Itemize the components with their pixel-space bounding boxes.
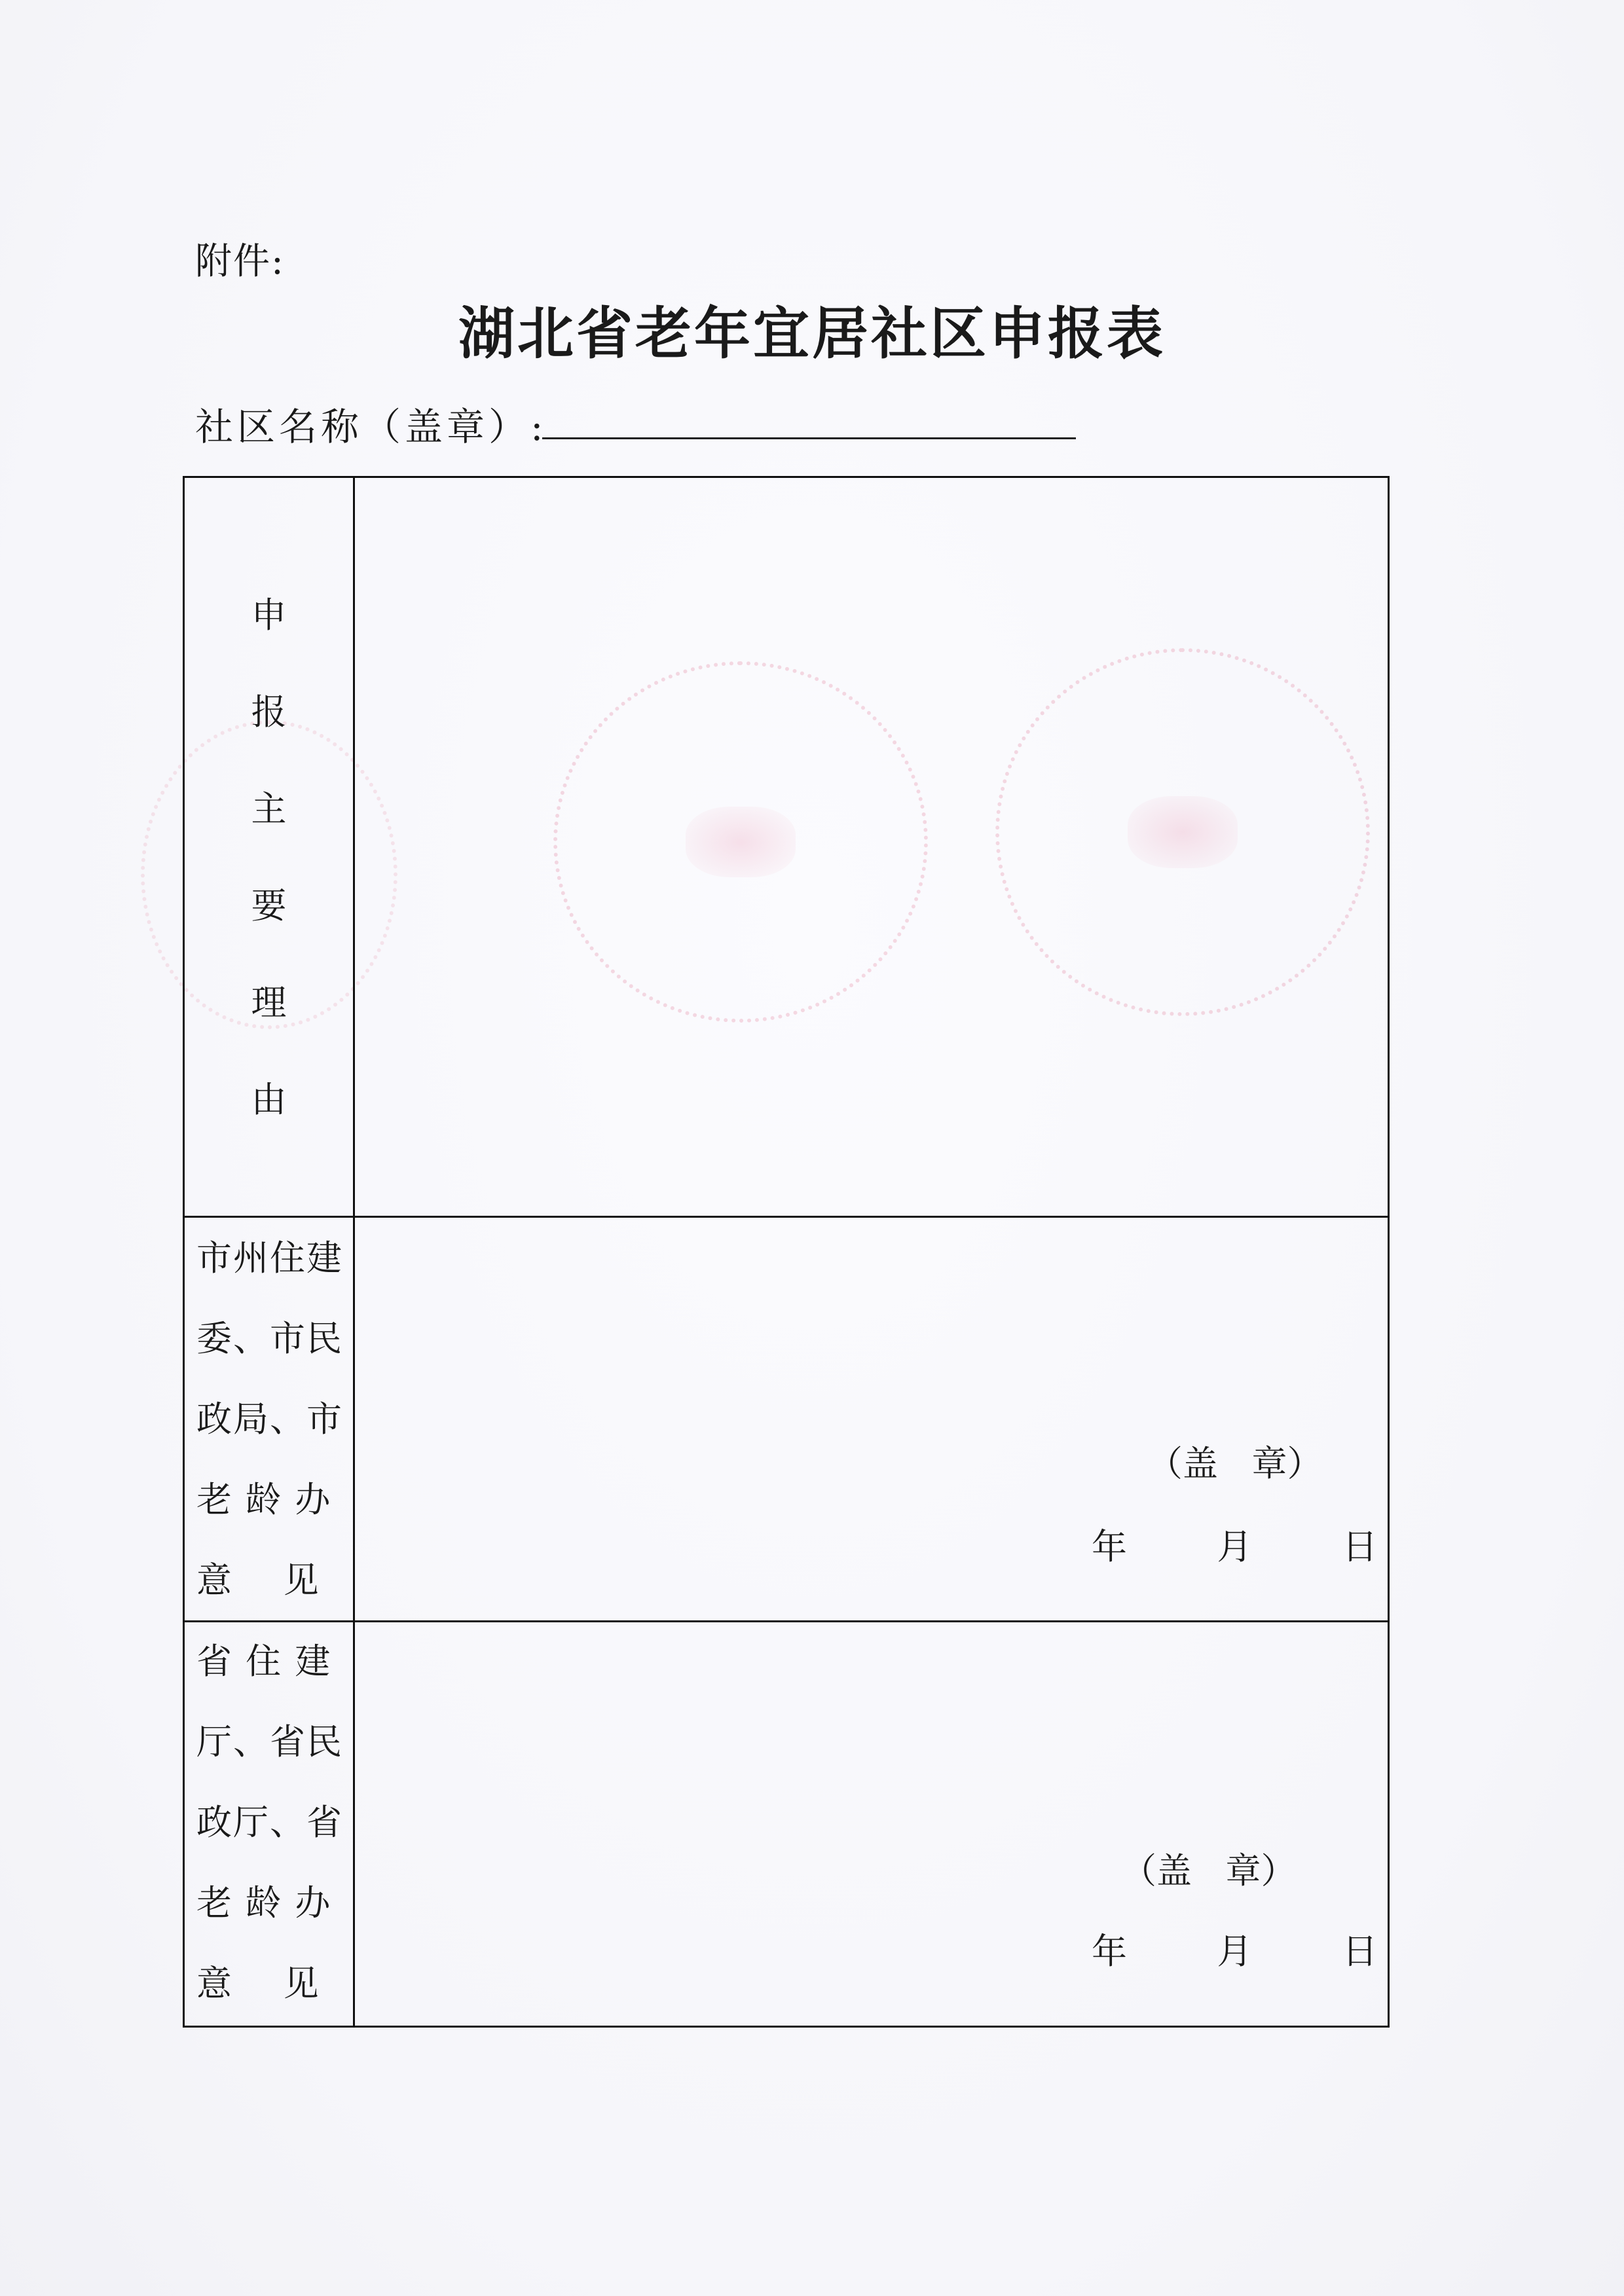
city-date-text: 年 月 日: [1092, 1526, 1378, 1567]
city-seal-text: （盖 章）: [1147, 1443, 1323, 1484]
reason-label-char: 报: [251, 691, 287, 733]
city-opinion-label-line: 政局、市: [196, 1398, 343, 1440]
application-form-table: [183, 476, 1390, 2028]
reason-label-char: 由: [251, 1079, 287, 1120]
form-title: 湖北省老年宜居社区申报表: [458, 301, 1166, 367]
province-opinion-label-line: 意 见: [196, 1963, 320, 2004]
reason-label-char: 申: [251, 594, 287, 636]
community-name-label: 社区名称（盖章）:: [195, 405, 547, 449]
province-date-text: 年 月 日: [1092, 1931, 1378, 1972]
province-opinion-label-line: 老 龄 办: [196, 1882, 332, 1923]
province-opinion-label-line: 政厅、省: [196, 1802, 343, 1843]
reason-content-cell[interactable]: [355, 478, 1388, 1216]
province-seal-text: （盖 章）: [1121, 1850, 1297, 1891]
city-opinion-label-line: 委、市民: [196, 1318, 343, 1359]
reason-label-char: 要: [251, 885, 287, 926]
city-opinion-label-line: 意 见: [196, 1559, 320, 1601]
city-opinion-label-line: 老 龄 办: [196, 1479, 332, 1520]
province-opinion-label-line: 省 住 建: [196, 1641, 332, 1682]
reason-label: [185, 596, 353, 1177]
reason-label-char: 理: [251, 982, 287, 1023]
attachment-label: 附件:: [195, 240, 285, 283]
community-name-field[interactable]: [542, 437, 1076, 439]
city-opinion-label-line: 市州住建: [196, 1237, 343, 1279]
city-opinion-label: [196, 1232, 347, 1635]
province-opinion-label-line: 厅、省民: [196, 1721, 343, 1762]
province-opinion-label: [196, 1635, 347, 2038]
reason-label-char: 主: [251, 788, 287, 829]
